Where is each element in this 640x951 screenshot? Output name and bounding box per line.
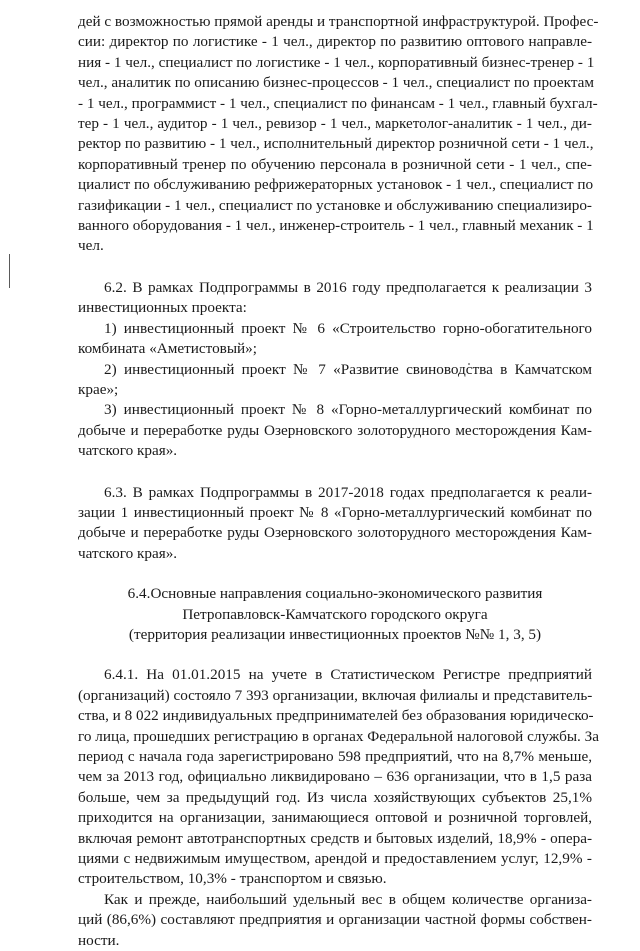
text-line: 6.2. В рамках Подпрограммы в 2016 году предполагается к реализации 3 (104, 278, 592, 296)
text-line: циями с недвижимым имуществом, арендой и предоставлением услуг, 12,9% - (78, 850, 592, 868)
heading-line: 6.4.Основные направления социально-экономического развития (127, 585, 543, 603)
text-line: период с начала года зарегистрировано 598 предприятий, что на 8,7% меньше, (78, 748, 592, 765)
text-line: чел. (78, 237, 104, 255)
text-line: сии: директор по логистике - 1 чел., директор по развитию оптового направле- (78, 33, 592, 51)
text-line: зации 1 инвестиционный проект № 8 «Горно-металлургический комбинат по (78, 503, 592, 521)
text-line: добыче и переработке руды Озерновского золоторудного месторождения Кам- (78, 524, 592, 542)
section-6-3 (78, 483, 592, 565)
heading-line: (территория реализации инвестиционных проектов №№ 1, 3, 5) (128, 625, 542, 643)
text-line: ства, и 8 022 индивидуальных предпринимателей без образования юридическо- (78, 707, 594, 725)
text-line: комбината «Аметистовый»; (78, 340, 257, 358)
text-line: приходится на организации, занимающиеся оптовой и розничной торговлей, (78, 809, 592, 827)
paragraph-private-ownership (78, 890, 592, 951)
text-line: 6.3. В рамках Подпрограммы в 2017-2018 годах предполагается к реали- (104, 483, 592, 501)
text-line: го лица, прошедших регистрацию в органах Федеральной налоговой службы. За (78, 727, 599, 745)
text-line: ния - 1 чел., специалист по логистике - 1 чел., корпоративный бизнес-тренер - 1 (78, 53, 595, 71)
section-6-4-1 (78, 665, 599, 889)
text-line: ректор по развитию - 1 чел., исполнительный директор розничной сети - 1 чел., (78, 135, 594, 153)
text-line: циалист по обслуживанию рефрижераторных установок - 1 чел., специалист по (78, 176, 594, 194)
text-line: чатского края». (78, 544, 178, 562)
section-6-2 (78, 278, 592, 462)
scan-margin-mark (9, 254, 10, 288)
text-line: ванного оборудования - 1 чел., инженер-строитель - 1 чел., главный механик - 1 (78, 217, 594, 235)
text-line: 6.4.1. На 01.01.2015 на учете в Статистическом Регистре предприятий (104, 666, 592, 684)
text-line: добыче и переработке руды Озерновского золоторудного месторождения Кам- (78, 421, 592, 439)
paragraph-professions (78, 12, 599, 257)
text-line: ности. (78, 931, 120, 949)
text-line: чел., аналитик по описанию бизнес-процессов - 1 чел., специалист по проектам (78, 74, 595, 92)
text-line: газификации - 1 чел., специалист по установке и обслуживанию специализиро- (78, 196, 592, 214)
text-line: корпоративный тренер по обучению персонала в розничной сети - 1 чел., спе- (78, 155, 592, 173)
text-line: включая ремонт автотранспортных средств и бытовых изделий, 18,9% - опера- (78, 829, 592, 847)
document-body (78, 12, 599, 951)
text-line: дей с возможностью прямой аренды и транспортной инфраструктурой. Профес- (78, 13, 599, 30)
text-line: (организаций) состояло 7 393 организации, включая филиалы и представитель- (78, 686, 593, 704)
text-line: Как и прежде, наибольший удельный вес в общем количестве организа- (104, 890, 592, 908)
text-line: больше, чем за предыдущий год. Из числа хозяйствующих субъектов 25,1% (78, 788, 592, 806)
heading-line: Петропавловск-Камчатского городского округа (182, 605, 488, 623)
text-line: чем за 2013 год, официально ликвидировано – 636 организации, что в 1,5 раза (78, 768, 592, 786)
list-item-project-8: 3) инвестиционный проект № 8 «Горно-металлургический комбинат по (104, 401, 592, 419)
text-line: тер - 1 чел., аудитор - 1 чел., ревизор - 1 чел., маркетолог-аналитик - 1 чел., ди- (78, 115, 592, 133)
list-item-project-6: 1) инвестиционный проект № 6 «Строительство горно-обогатительного (104, 319, 592, 337)
text-line: инвестиционных проекта: (78, 299, 247, 317)
text-line: чатского края». (78, 442, 178, 460)
text-line: - 1 чел., программист - 1 чел., специалист по финансам - 1 чел., главный бухгал- (78, 94, 598, 112)
list-item-project-7: 2) инвестиционный проект № 7 «Развитие свиноводства в Камчатском (104, 360, 592, 378)
text-line: строительством, 10,3% - транспортом и связью. (78, 870, 387, 888)
text-line: крае»; (78, 380, 119, 398)
section-heading-6-4 (78, 584, 592, 645)
text-line: ций (86,6%) составляют предприятия и организации частной формы собствен- (78, 911, 592, 929)
